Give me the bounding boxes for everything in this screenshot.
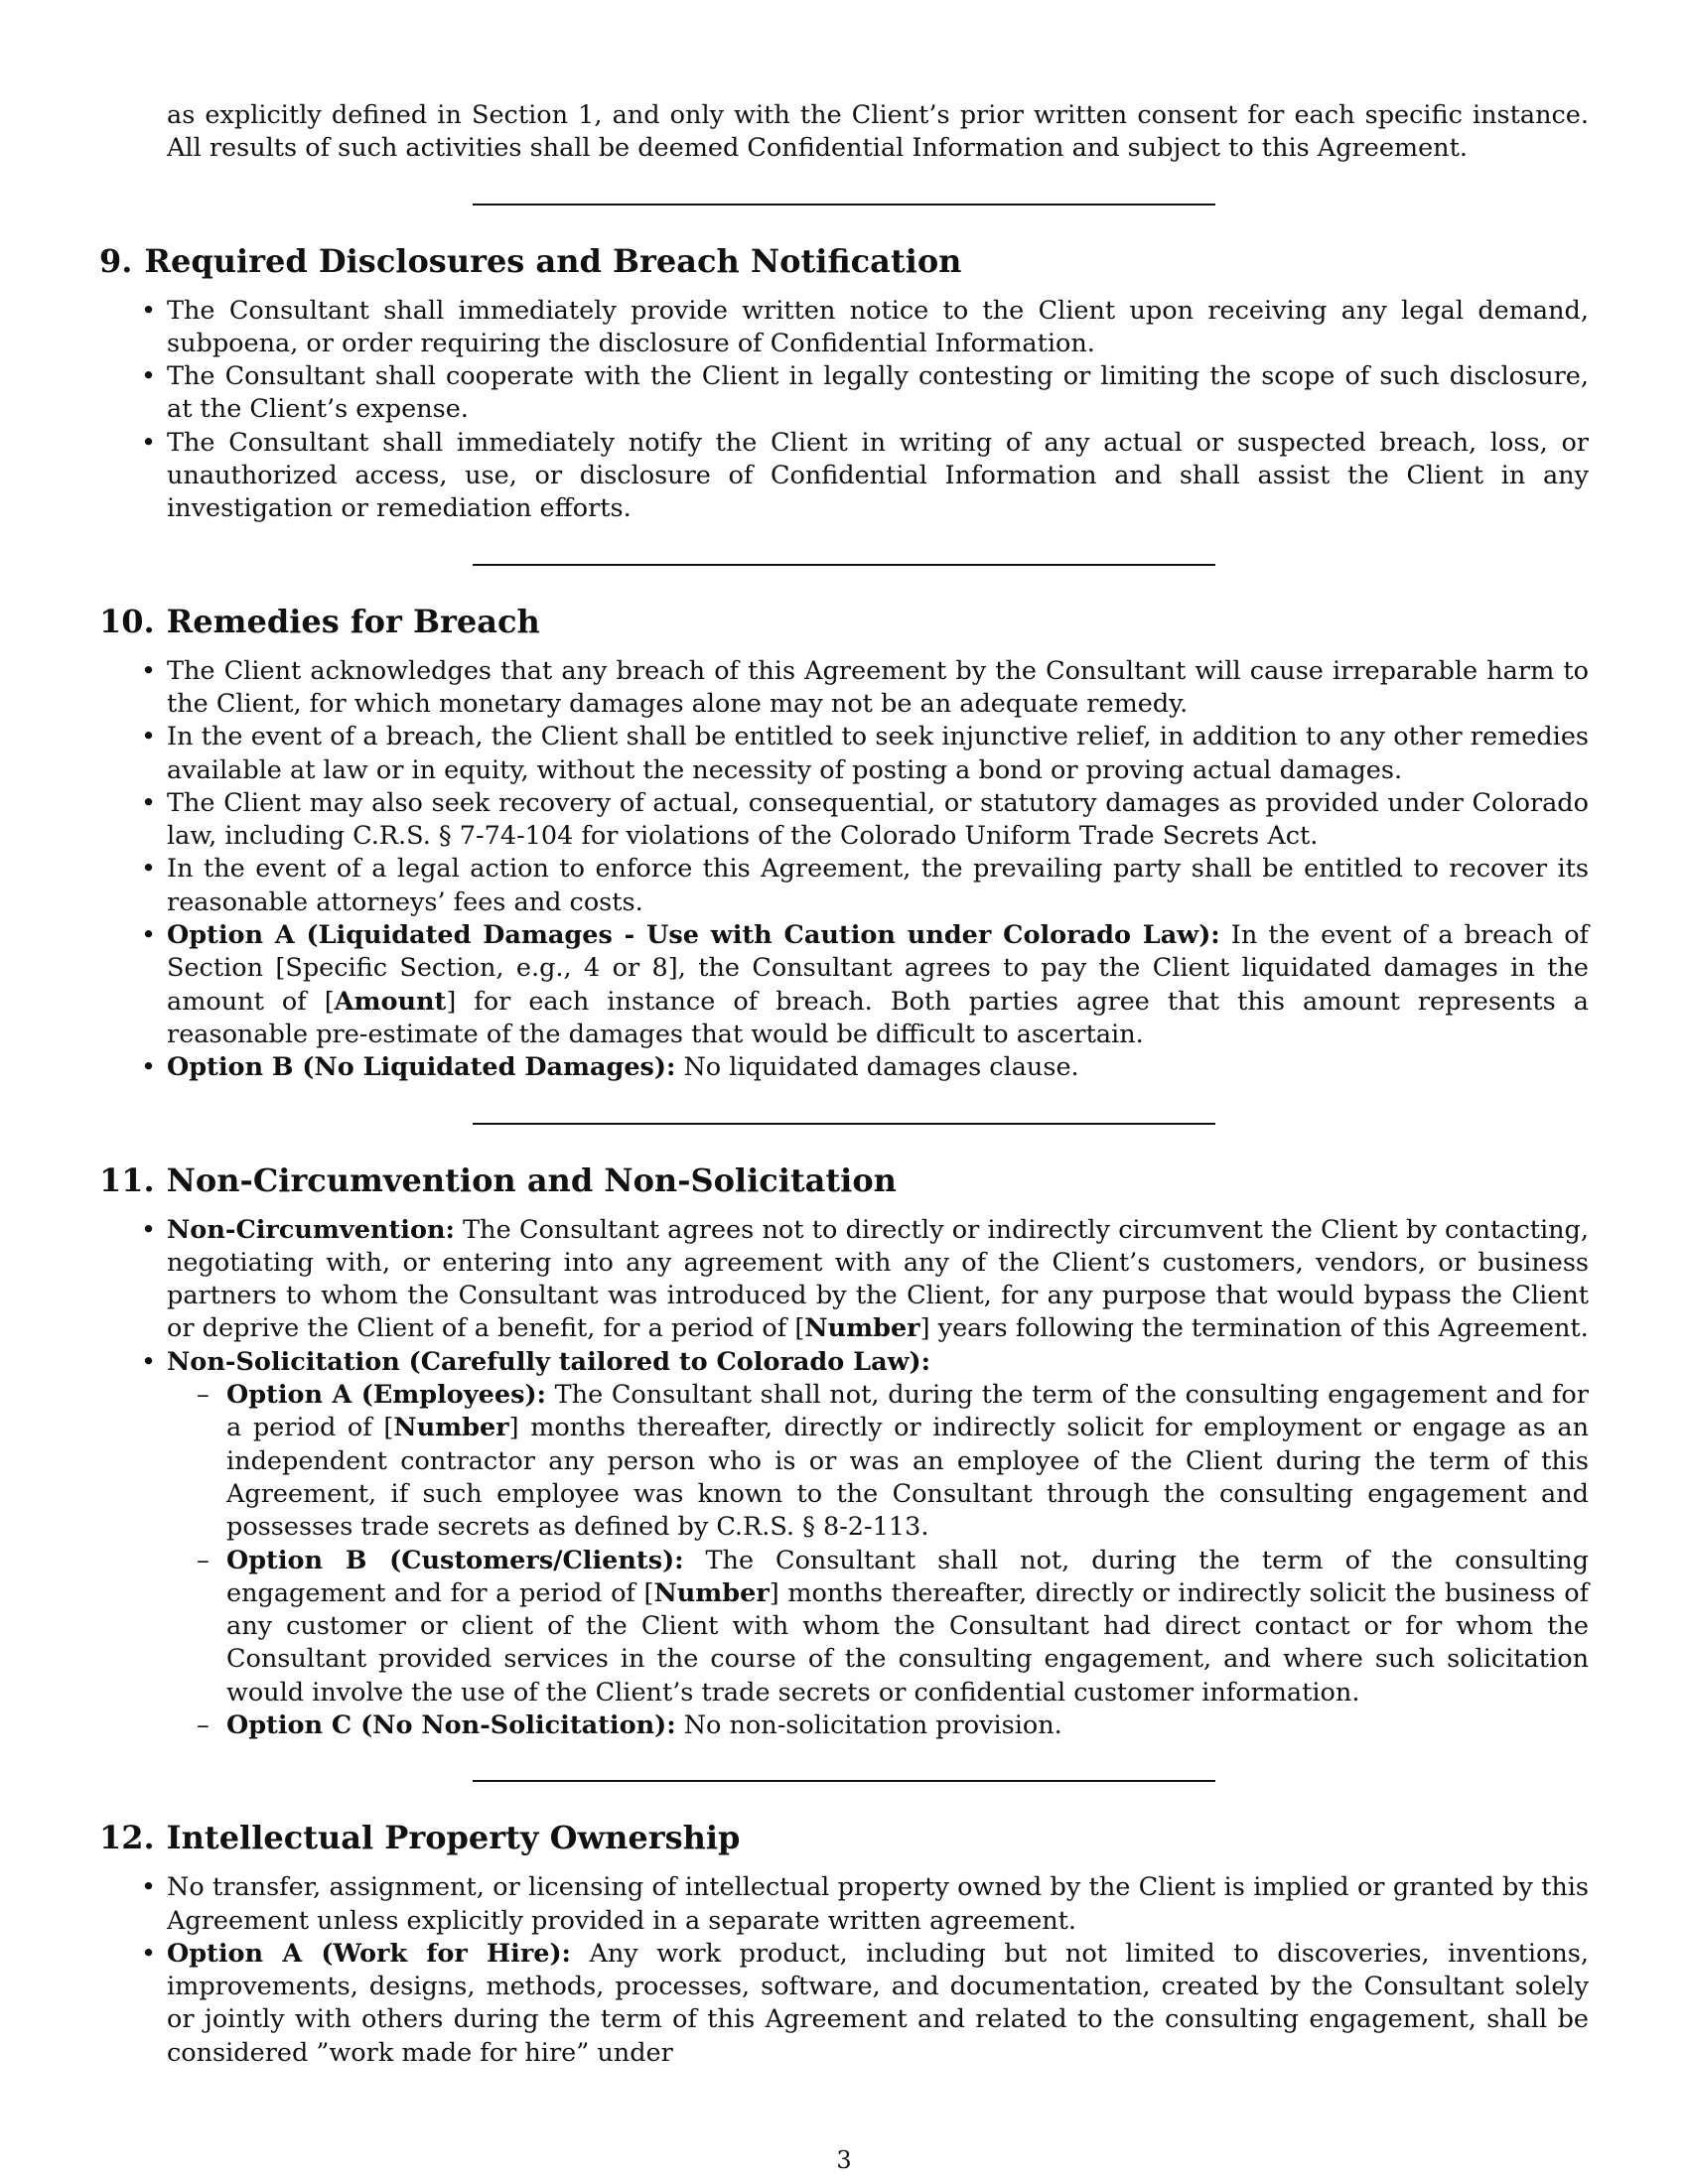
section-divider (473, 1780, 1215, 1782)
sub-item-option-b (167, 1545, 1589, 1709)
option-text: Any work product, including but not limited to discoveries, inventions, improvements, designs, methods, processes, software, and documentation, created by the Consultant solely or jointly with others during the term of this Agreement and related to the consulting engagement, shall be considered ”work made for hire” under (167, 1938, 1589, 2068)
option-text: The Consultant shall not, during the term of the consulting engagement and for a period of [ (226, 1545, 1589, 1608)
option-label: Option A (Liquidated Damages - Use with Caution under Colorado Law): (167, 920, 1220, 951)
option-text: No non-solicitation provision. (675, 1709, 1062, 1740)
list-item: • The Consultant shall immediately notify the Client in writing of any actual or suspected breach, loss, or unauthorized access, use, or disclosure of Confidential Information and shall assist the Client in any investigation or remediation efforts. (99, 427, 1589, 526)
section-divider (473, 204, 1215, 205)
option-text: The Consultant shall not, during the term of the consulting engagement and for a period of [ (226, 1380, 1589, 1443)
section-title: Required Disclosures and Breach Notification (144, 241, 962, 280)
sub-item-option-c (167, 1709, 1589, 1742)
list-item: • In the event of a legal action to enforce this Agreement, the prevailing party shall be entitled to recover its reasonable attorneys’ fees and costs. (99, 853, 1589, 919)
list-item-option-b (99, 1051, 1589, 1084)
option-text: ] months thereafter, directly or indirectly solicit the business of any customer or client of the Client with whom the Consultant had direct contact or for whom the Consultant provided services in the course of the consulting engagement, and where such solicitation would involve the use of the Client’s trade secrets or confidential customer information. (226, 1577, 1590, 1707)
list-item: • The Consultant shall cooperate with the Client in legally contesting or limiting the scope of such disclosure, at the Client’s expense. (99, 360, 1589, 427)
section-number: 9. (99, 241, 133, 280)
section-heading-11 (99, 1160, 1589, 1200)
list-item-option-a (99, 919, 1589, 1051)
section-10-list (99, 655, 1589, 1085)
section-divider (473, 1123, 1215, 1125)
clause-text: ] years following the termination of this Agreement. (919, 1313, 1589, 1344)
placeholder-field: Number (393, 1413, 509, 1443)
section-heading-12 (99, 1818, 1589, 1857)
option-label: Option B (No Liquidated Damages): (167, 1052, 676, 1083)
section-number: 10. (99, 602, 155, 640)
section-number: 11. (99, 1160, 155, 1199)
option-label: Option A (Employees): (226, 1380, 546, 1411)
option-text: ] for each instance of breach. Both parties agree that this amount represents a reasonable pre-estimate of the damages that would be difficult to ascertain. (167, 986, 1589, 1049)
section-title: Non-Circumvention and Non-Solicitation (166, 1160, 897, 1199)
intro-paragraph: as explicitly defined in Section 1, and only with the Client’s prior written consent for each specific instance. All results of such activities shall be deemed Confidential Information and subject to this Agreement. (167, 100, 1589, 164)
option-text: ] months thereafter, directly or indirectly solicit for employment or engage as an independent contractor any person who is or was an employee of the Client during the term of this Agreement, if such employee was known to the Consultant through the consulting engagement and possesses trade secrets as defined by C.R.S. § 8-2-113. (226, 1413, 1589, 1543)
list-item: • No transfer, assignment, or licensing of intellectual property owned by the Client is implied or granted by this Agreement unless explicitly provided in a separate written agreement. (99, 1871, 1589, 1938)
section-heading-10 (99, 602, 1589, 641)
placeholder-field: Amount (334, 986, 447, 1017)
list-item: • The Client may also seek recovery of actual, consequential, or statutory damages as provided under Colorado law, including C.R.S. § 7-74-104 for violations of the Colorado Uniform Trade Secrets Act. (99, 787, 1589, 854)
section-9-list (99, 295, 1589, 526)
list-item-option-a (99, 1938, 1589, 2070)
list-item: • In the event of a breach, the Client shall be entitled to seek injunctive relief, in addition to any other remedies available at law or in equity, without the necessity of posting a bond or proving actual damages. (99, 721, 1589, 787)
section-divider (473, 564, 1215, 566)
placeholder-field: Number (653, 1577, 770, 1608)
clause-label: Non-Solicitation (Carefully tailored to Colorado Law): (167, 1346, 931, 1377)
option-text: No liquidated damages clause. (675, 1052, 1079, 1083)
list-item-non-solicitation (99, 1346, 1589, 1743)
non-solicitation-options (167, 1379, 1589, 1742)
document-page (99, 99, 1589, 2070)
section-title: Remedies for Breach (166, 602, 540, 640)
list-item: • The Client acknowledges that any breach of this Agreement by the Consultant will cause irreparable harm to the Client, for which monetary damages alone may not be an adequate remedy. (99, 655, 1589, 722)
clause-label: Non-Circumvention: (167, 1214, 455, 1245)
sub-item-option-a (167, 1379, 1589, 1544)
clause-text: The Consultant agrees not to directly or indirectly circumvent the Client by contacting, negotiating with, or entering into any agreement with any of the Client’s customers, vendors, or business partners to whom the Consultant was introduced by the Client, for any purpose that would bypass the Client or deprive the Client of a benefit, for a period of [ (167, 1214, 1589, 1344)
list-item-non-circumvention (99, 1214, 1589, 1346)
option-label: Option B (Customers/Clients): (226, 1545, 684, 1575)
option-label: Option A (Work for Hire): (167, 1938, 571, 1969)
section-11-list (99, 1214, 1589, 1743)
option-text: In the event of a breach of Section [Specific Section, e.g., 4 or 8], the Consultant agrees to pay the Client liquidated damages in the amount of [ (167, 920, 1589, 1017)
page-number: 3 (836, 2146, 852, 2174)
section-number: 12. (99, 1819, 155, 1857)
section-title: Intellectual Property Ownership (166, 1819, 741, 1857)
section-heading-9 (99, 241, 1589, 281)
list-item: • The Consultant shall immediately provide written notice to the Client upon receiving any legal demand, subpoena, or order requiring the disclosure of Confidential Information. (99, 295, 1589, 361)
placeholder-field: Number (804, 1313, 920, 1344)
option-label: Option C (No Non-Solicitation): (226, 1709, 676, 1740)
section-12-list (99, 1871, 1589, 2070)
